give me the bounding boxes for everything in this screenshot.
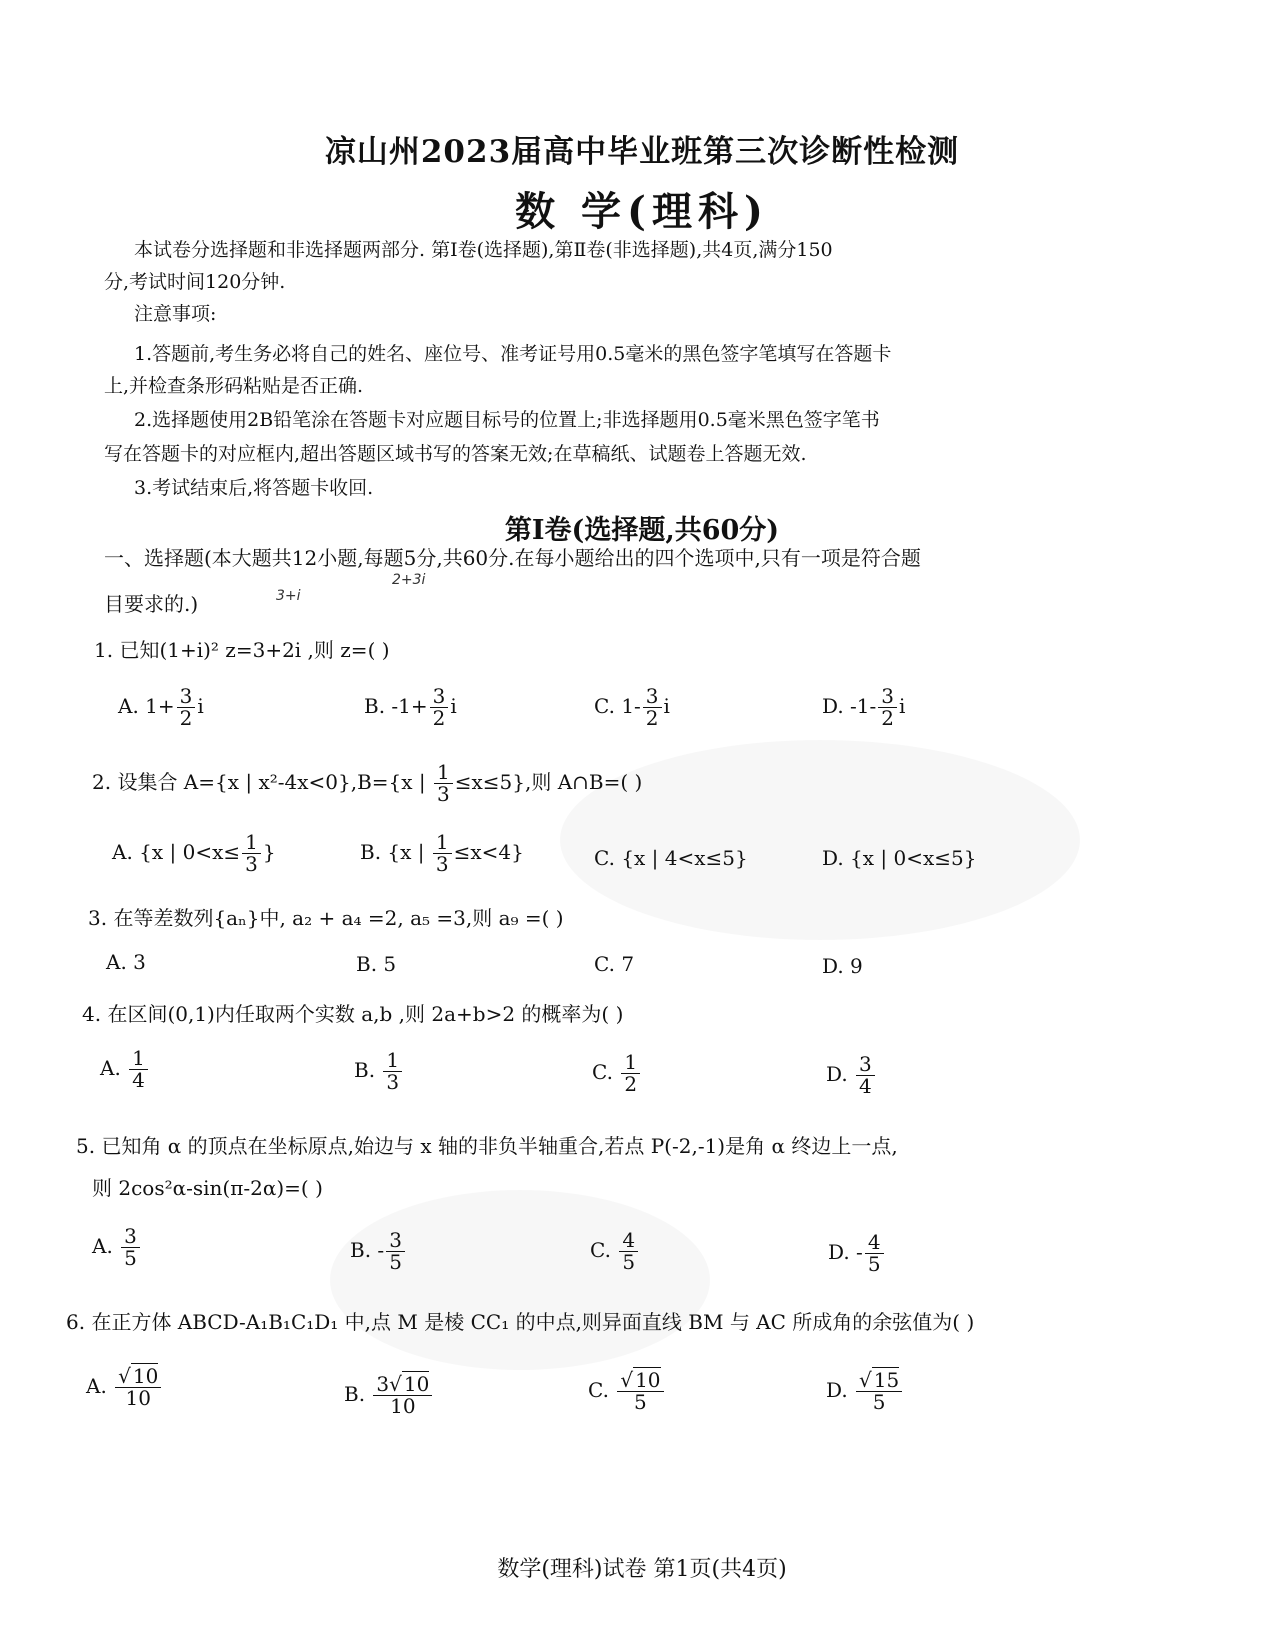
- option-label: A.: [106, 950, 127, 974]
- q3-option-a[interactable]: [106, 950, 146, 974]
- option-label: C.: [588, 1378, 609, 1402]
- notice-1a: 1.答题前,考生务必将自己的姓名、座位号、准考证号用0.5毫米的黑色签字笔填写在答题卡: [134, 343, 892, 365]
- denominator: 3: [437, 782, 450, 806]
- denominator: 5: [124, 1246, 137, 1270]
- numerator: 3: [386, 1230, 405, 1252]
- denominator: 2: [624, 1072, 638, 1096]
- fraction: [878, 686, 897, 729]
- option-label: B.: [350, 1238, 372, 1262]
- fraction: [129, 1048, 148, 1091]
- q1-option-a[interactable]: [118, 686, 204, 729]
- option-text: 1+: [145, 694, 175, 718]
- option-label: C.: [592, 1060, 613, 1084]
- section-instruction-b: 目要求的.): [104, 592, 199, 616]
- notice-2a: 2.选择题使用2B铅笔涂在答题卡对应题目标号的位置上;非选择题用0.5毫米黑色签字笔书: [134, 409, 880, 431]
- option-label: D.: [828, 1240, 850, 1264]
- option-label: D.: [826, 1378, 848, 1402]
- radicand: 10: [403, 1372, 430, 1396]
- radicand: 10: [635, 1368, 661, 1392]
- fraction: [856, 1370, 902, 1413]
- q1-option-c[interactable]: [594, 686, 670, 729]
- q2-option-c[interactable]: [594, 846, 748, 870]
- exam-title: 凉山州2023届高中毕业班第三次诊断性检测: [324, 134, 960, 170]
- denominator: 3: [245, 852, 258, 876]
- option-text: 7: [621, 952, 635, 976]
- fraction: [621, 1052, 640, 1095]
- fraction: [856, 1054, 875, 1097]
- denominator: 4: [859, 1074, 872, 1098]
- q5-option-c[interactable]: [590, 1230, 640, 1273]
- q5-option-b[interactable]: [350, 1230, 407, 1273]
- option-label: A.: [100, 1056, 121, 1080]
- option-label: A.: [86, 1374, 107, 1398]
- numerator: 1: [383, 1050, 402, 1072]
- option-label: C.: [594, 952, 615, 976]
- fraction: [430, 686, 449, 729]
- numerator: 3√ 10: [373, 1374, 432, 1396]
- fraction: [177, 686, 196, 729]
- section-title: 第Ⅰ卷(选择题,共60分): [504, 515, 780, 546]
- option-text: {x | 0<x≤: [139, 840, 241, 864]
- numerator: 3: [643, 686, 662, 708]
- numerator: 4: [865, 1232, 884, 1254]
- option-text: i: [197, 694, 204, 718]
- option-label: A.: [112, 840, 133, 864]
- numerator: 4: [619, 1230, 638, 1252]
- numerator: √ 10: [617, 1370, 663, 1392]
- fraction: [619, 1230, 638, 1273]
- option-text: -: [856, 1240, 863, 1264]
- q2-option-d[interactable]: [822, 846, 976, 870]
- denominator: 10: [390, 1394, 416, 1418]
- option-text: {x | 4<x≤5}: [621, 846, 748, 870]
- question-3-stem: 3. 在等差数列{aₙ}中, a₂ + a₄ =2, a₅ =3,则 a₉ =( ): [88, 906, 564, 930]
- section-instruction-a: 一、选择题(本大题共12小题,每题5分,共60分.在每小题给出的四个选项中,只有一项是符合题: [104, 546, 921, 570]
- denominator: 2: [432, 706, 446, 730]
- handwritten-note: 3+i: [276, 588, 301, 604]
- option-label: B.: [344, 1382, 366, 1406]
- denominator: 3: [386, 1070, 400, 1094]
- q1-option-b[interactable]: [364, 686, 457, 729]
- fraction: [383, 1050, 402, 1093]
- notice-title: 注意事项:: [134, 303, 217, 325]
- option-text: 9: [850, 954, 863, 978]
- denominator: 5: [622, 1250, 636, 1274]
- numerator: 1: [129, 1048, 148, 1070]
- option-text: i: [450, 694, 457, 718]
- fraction: [386, 1230, 405, 1273]
- option-label: C.: [594, 846, 615, 870]
- option-text: i: [899, 694, 906, 718]
- q6-option-c[interactable]: [588, 1370, 666, 1413]
- scan-watermark: [330, 1190, 710, 1370]
- fraction: [617, 1370, 663, 1413]
- option-text: 5: [383, 952, 397, 976]
- question-5-stem-a: 5. 已知角 α 的顶点在坐标原点,始边与 x 轴的非负半轴重合,若点 P(-2,-1)是角 α 终边上一点,: [76, 1134, 898, 1158]
- q6-option-d[interactable]: [826, 1370, 904, 1413]
- q4-option-a[interactable]: [100, 1048, 150, 1091]
- denominator: 4: [132, 1068, 145, 1092]
- numerator: 1: [433, 832, 452, 854]
- q5-option-a[interactable]: [92, 1226, 142, 1269]
- option-text: -: [377, 1238, 385, 1262]
- page-footer: 数学(理科)试卷 第1页(共4页): [497, 1557, 787, 1582]
- denominator: 10: [125, 1386, 151, 1410]
- numerator: 3: [430, 686, 449, 708]
- fraction: [865, 1232, 884, 1275]
- fraction: [121, 1226, 140, 1269]
- fraction: [643, 686, 662, 729]
- fraction: [434, 762, 453, 805]
- numerator: 3: [878, 686, 897, 708]
- notice-1b: 上,并检查条形码粘贴是否正确.: [104, 375, 364, 397]
- denominator: 5: [389, 1250, 402, 1274]
- option-label: B.: [364, 694, 386, 718]
- numerator: √ 15: [856, 1370, 902, 1392]
- stem-text: 2. 设集合 A={x | x²-4x<0},B={x |: [92, 770, 432, 794]
- denominator: 3: [435, 852, 449, 876]
- q6-option-a[interactable]: [86, 1366, 163, 1409]
- q2-option-a[interactable]: [112, 832, 276, 875]
- question-4-stem: 4. 在区间(0,1)内任取两个实数 a,b ,则 2a+b>2 的概率为( ): [82, 1002, 624, 1026]
- option-text: i: [663, 694, 670, 718]
- fraction: [242, 832, 261, 875]
- option-text: }: [262, 840, 276, 864]
- question-1-stem: 1. 已知(1+i)² z=3+2i ,则 z=( ): [94, 638, 390, 662]
- option-text: -1-: [850, 694, 877, 718]
- question-5-stem-b: 则 2cos²α-sin(π-2α)=( ): [92, 1176, 323, 1200]
- option-label: D.: [822, 846, 844, 870]
- intro-line-1: 本试卷分选择题和非选择题两部分. 第Ⅰ卷(选择题),第Ⅱ卷(非选择题),共4页,满分150: [134, 239, 833, 261]
- option-label: D.: [822, 954, 844, 978]
- q4-option-c[interactable]: [592, 1052, 642, 1095]
- option-text: ≤x<4}: [453, 840, 524, 864]
- numerator: 1: [621, 1052, 640, 1074]
- option-label: D.: [826, 1062, 848, 1086]
- q3-option-b[interactable]: [356, 952, 396, 976]
- coefficient: 3: [376, 1372, 390, 1396]
- q1-option-d[interactable]: [822, 686, 905, 729]
- notice-2b: 写在答题卡的对应框内,超出答题区域书写的答案无效;在草稿纸、试题卷上答题无效.: [104, 443, 807, 465]
- q4-option-d[interactable]: [826, 1054, 877, 1097]
- q5-option-d[interactable]: [828, 1232, 886, 1275]
- option-label: C.: [590, 1238, 611, 1262]
- fraction: [373, 1374, 432, 1417]
- q3-option-d[interactable]: [822, 954, 863, 978]
- numerator: 3: [856, 1054, 875, 1076]
- fraction: [115, 1366, 161, 1409]
- option-text: 3: [133, 950, 146, 974]
- option-text: -1+: [391, 694, 428, 718]
- question-6-stem: 6. 在正方体 ABCD-A₁B₁C₁D₁ 中,点 M 是棱 CC₁ 的中点,则异面直线 BM 与 AC 所成角的余弦值为( ): [66, 1310, 975, 1334]
- radicand: 10: [132, 1364, 159, 1388]
- q2-option-b[interactable]: [360, 832, 524, 875]
- option-text: 1-: [621, 694, 641, 718]
- denominator: 2: [645, 706, 659, 730]
- notice-3: 3.考试结束后,将答题卡收回.: [134, 477, 374, 499]
- numerator: 1: [242, 832, 261, 854]
- q6-option-b[interactable]: [344, 1374, 434, 1417]
- denominator: 2: [881, 706, 895, 730]
- handwritten-note: 2+3i: [392, 572, 426, 588]
- numerator: 3: [121, 1226, 140, 1248]
- option-label: B.: [354, 1058, 376, 1082]
- stem-text: ≤x≤5},则 A∩B=( ): [454, 770, 643, 794]
- denominator: 5: [867, 1252, 881, 1276]
- option-label: A.: [118, 694, 139, 718]
- option-label: C.: [594, 694, 615, 718]
- numerator: 1: [434, 762, 453, 784]
- option-label: D.: [822, 694, 844, 718]
- radicand: 15: [873, 1368, 900, 1392]
- question-2-stem: [92, 762, 642, 805]
- denominator: 2: [179, 706, 193, 730]
- subject-title: 数 学(理科): [515, 188, 769, 235]
- option-label: B.: [360, 840, 382, 864]
- fraction: [433, 832, 452, 875]
- option-label: B.: [356, 952, 378, 976]
- numerator: √ 10: [115, 1366, 161, 1388]
- option-text: {x |: [387, 840, 431, 864]
- numerator: 3: [177, 686, 196, 708]
- denominator: 5: [634, 1390, 647, 1414]
- option-label: A.: [92, 1234, 113, 1258]
- q4-option-b[interactable]: [354, 1050, 404, 1093]
- q3-option-c[interactable]: [594, 952, 634, 976]
- option-text: {x | 0<x≤5}: [850, 846, 977, 870]
- intro-line-2: 分,考试时间120分钟.: [104, 271, 286, 293]
- denominator: 5: [872, 1390, 886, 1414]
